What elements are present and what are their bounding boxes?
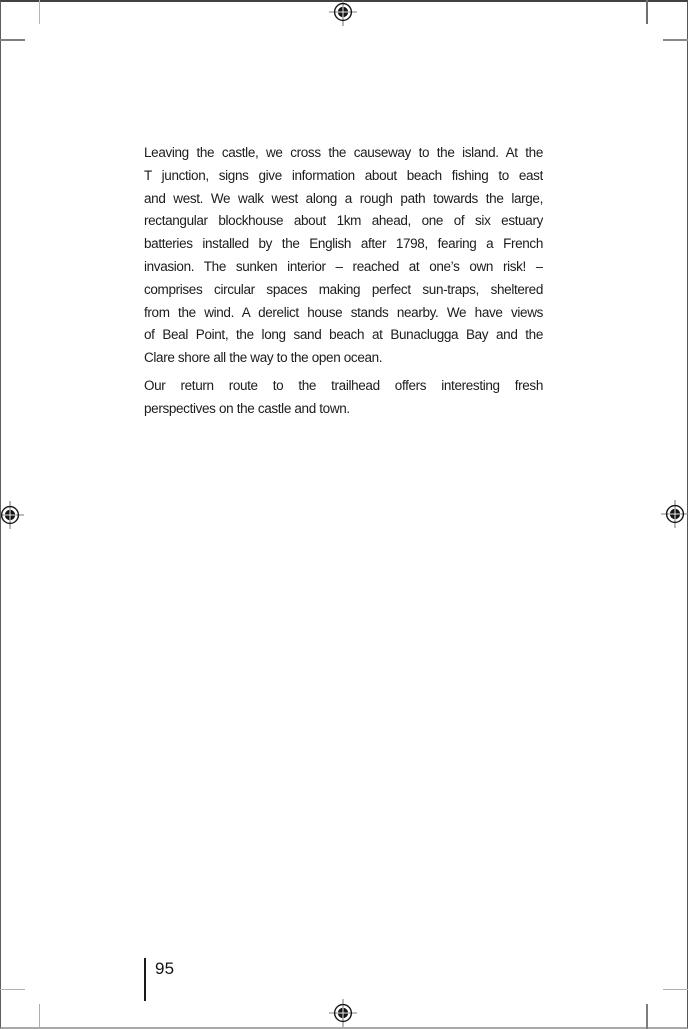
- text-line: Clare shore all the way to the open ocean.: [144, 350, 383, 366]
- text-line: batteries installed by the English after 1798, fearing a French: [144, 236, 543, 252]
- text-line: rectangular blockhouse about 1km ahead, one of six estuary: [144, 213, 543, 229]
- crop-mark-top-right-horizontal: [663, 39, 688, 41]
- crop-mark-top-left-vertical: [39, 0, 41, 24]
- crop-mark-bottom-left-vertical: [39, 1004, 41, 1029]
- text-line: comprises circular spaces making perfect sun-traps, sheltered: [144, 281, 543, 297]
- text-line: Leaving the castle, we cross the causeway to the island. At the: [144, 145, 543, 160]
- text-line: and west. We walk west along a rough path towards the large,: [144, 190, 543, 206]
- text-line: of Beal Point, the long sand beach at Bunaclugga Bay and the: [144, 327, 543, 343]
- registration-target-icon: [661, 500, 688, 528]
- crop-mark-bottom-right-horizontal: [663, 989, 688, 991]
- text-line: from the wind. A derelict house stands nearby. We have views: [144, 304, 543, 320]
- page-number: 95: [155, 959, 175, 978]
- registration-target-icon: [329, 999, 357, 1027]
- crop-mark-bottom-right-vertical: [646, 1004, 648, 1029]
- crop-mark-top-left-horizontal: [0, 39, 25, 41]
- registration-target-icon: [329, 0, 357, 26]
- body-text: [144, 142, 543, 421]
- text-line: invasion. The sunken interior – reached at one’s own risk! –: [144, 258, 543, 274]
- crop-mark-top-right-vertical: [646, 0, 648, 24]
- text-line: perspectives on the castle and town.: [144, 400, 350, 416]
- page-number-rule: [144, 958, 146, 1001]
- crop-mark-bottom-left-horizontal: [0, 989, 25, 991]
- paragraph: [144, 375, 543, 421]
- registration-target-icon: [0, 501, 24, 529]
- paragraph: [144, 142, 543, 370]
- text-line: Our return route to the trailhead offers interesting fresh: [144, 377, 543, 393]
- text-line: T junction, signs give information about beach fishing to east: [144, 167, 543, 183]
